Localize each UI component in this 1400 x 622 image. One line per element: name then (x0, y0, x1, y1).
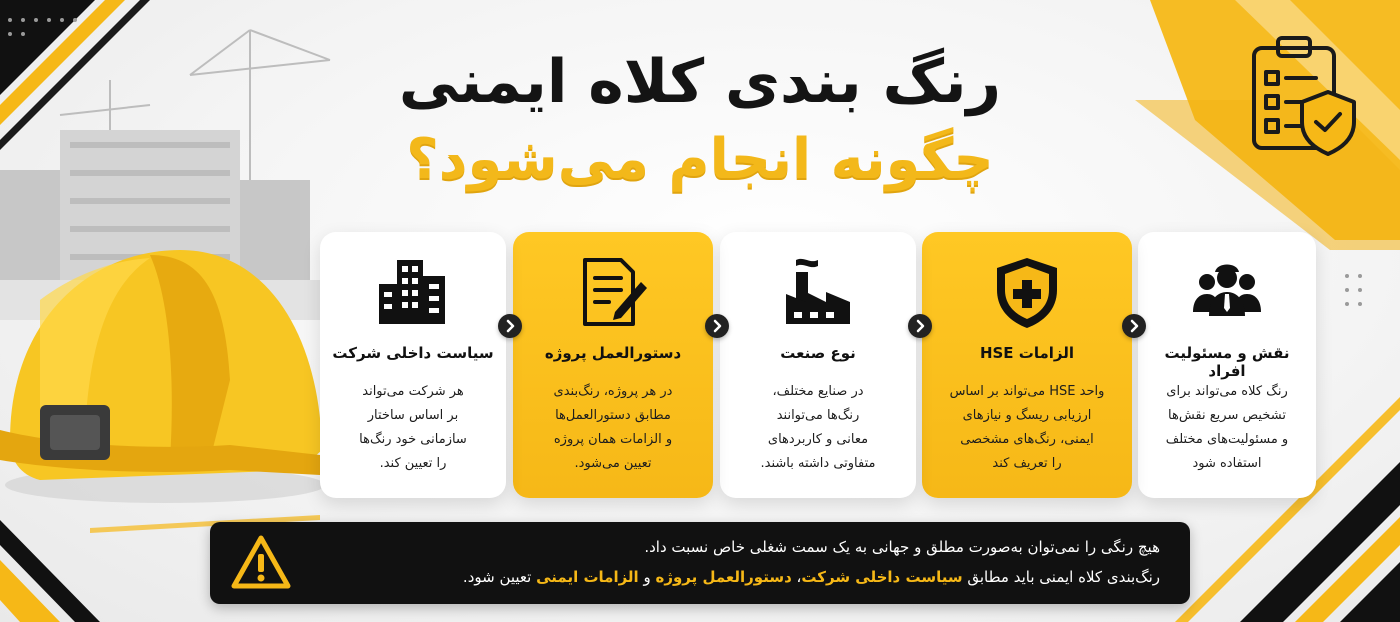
card-company-policy (320, 232, 506, 498)
card-body-line: هر شرکت می‌تواند (362, 384, 464, 399)
card-body-line: تشخیص سریع نقش‌ها (1168, 408, 1286, 423)
card-body-line: سازمانی خود رنگ‌ها (359, 432, 467, 447)
notice-text: و (638, 568, 656, 586)
card-body-line: واحد HSE می‌تواند بر اساس (949, 384, 1105, 399)
card-body-line: ارزیابی ریسگ و نیازهای (962, 408, 1092, 423)
notice-text: تعیین شود. (462, 568, 537, 586)
card-industry-type (720, 232, 916, 498)
notice-highlight: سیاست داخلی شرکت (801, 568, 963, 586)
card-hse-requirements (922, 232, 1132, 498)
card-title: الزامات HSE (979, 344, 1075, 362)
notice-text: ، (791, 568, 802, 586)
card-body (1152, 380, 1302, 476)
notice-text: رنگ‌بندی کلاه ایمنی باید مطابق (962, 568, 1160, 586)
notice-line-2 (310, 564, 1160, 590)
card-title: دستورالعمل پروژه (544, 344, 682, 362)
card-body-line: تعیین می‌شود. (574, 456, 652, 471)
card-body-line: در صنایع مختلف، (772, 384, 864, 399)
card-body-line: رنگ‌ها می‌توانند (776, 408, 860, 423)
safety-helmet-image (0, 230, 330, 510)
card-body-line: و مسئولیت‌های مختلف (1165, 432, 1289, 447)
card-body-line: را تعریف کند (992, 456, 1062, 471)
team-icon (1189, 254, 1265, 330)
main-title: رنگ بندی کلاه ایمنی (398, 47, 1002, 117)
warning-triangle-icon (230, 532, 292, 594)
document-pen-icon (575, 254, 651, 330)
buildings-icon (375, 254, 451, 330)
notice-highlight: دستورالعمل پروژه (655, 568, 792, 586)
notice-line-1: هیچ رنگی را نمی‌توان به‌صورت مطلق و جهانی به یک سمت شغلی خاص نسبت داد. (644, 538, 1160, 556)
card-body-line: و الزامات همان پروژه (553, 432, 673, 447)
chevron-right-icon (1122, 314, 1146, 338)
card-project-instructions (513, 232, 713, 498)
card-body-line: استفاده شود (1192, 456, 1262, 471)
chevron-right-icon (498, 314, 522, 338)
card-body-line: را تعیین کند. (379, 456, 447, 471)
card-body-line: ایمنی، رنگ‌های مشخصی (960, 432, 1094, 447)
card-body-line: بر اساس ساختار (367, 408, 459, 423)
factory-icon (780, 254, 856, 330)
card-body-line: در هر پروژه، رنگ‌بندی (553, 384, 673, 399)
chevron-right-icon (908, 314, 932, 338)
warning-notice-bar (210, 522, 1190, 604)
card-roles-responsibilities (1138, 232, 1316, 498)
card-body (527, 380, 699, 476)
notice-highlight: الزامات ایمنی (536, 568, 639, 586)
card-body-line: رنگ کلاه می‌تواند برای (1166, 384, 1288, 399)
card-body-line: معانی و کاربردهای (767, 432, 869, 447)
card-title: نوع صنعت (780, 344, 856, 362)
main-subtitle: چگونه انجام می‌شود؟ (406, 127, 994, 192)
card-body (334, 380, 492, 476)
card-body-line: متفاوتی داشته باشند. (760, 456, 876, 471)
card-body-line: مطابق دستورالعمل‌ها (555, 408, 671, 423)
card-body (734, 380, 902, 476)
shield-plus-icon (989, 254, 1065, 330)
card-title: نقش و مسئولیت افراد (1164, 344, 1290, 380)
dots-decoration-right (1345, 270, 1375, 312)
clipboard-check-shield-icon (1236, 30, 1366, 160)
card-body (936, 380, 1118, 476)
card-title: سیاست داخلی شرکت (332, 344, 494, 362)
chevron-right-icon (705, 314, 729, 338)
